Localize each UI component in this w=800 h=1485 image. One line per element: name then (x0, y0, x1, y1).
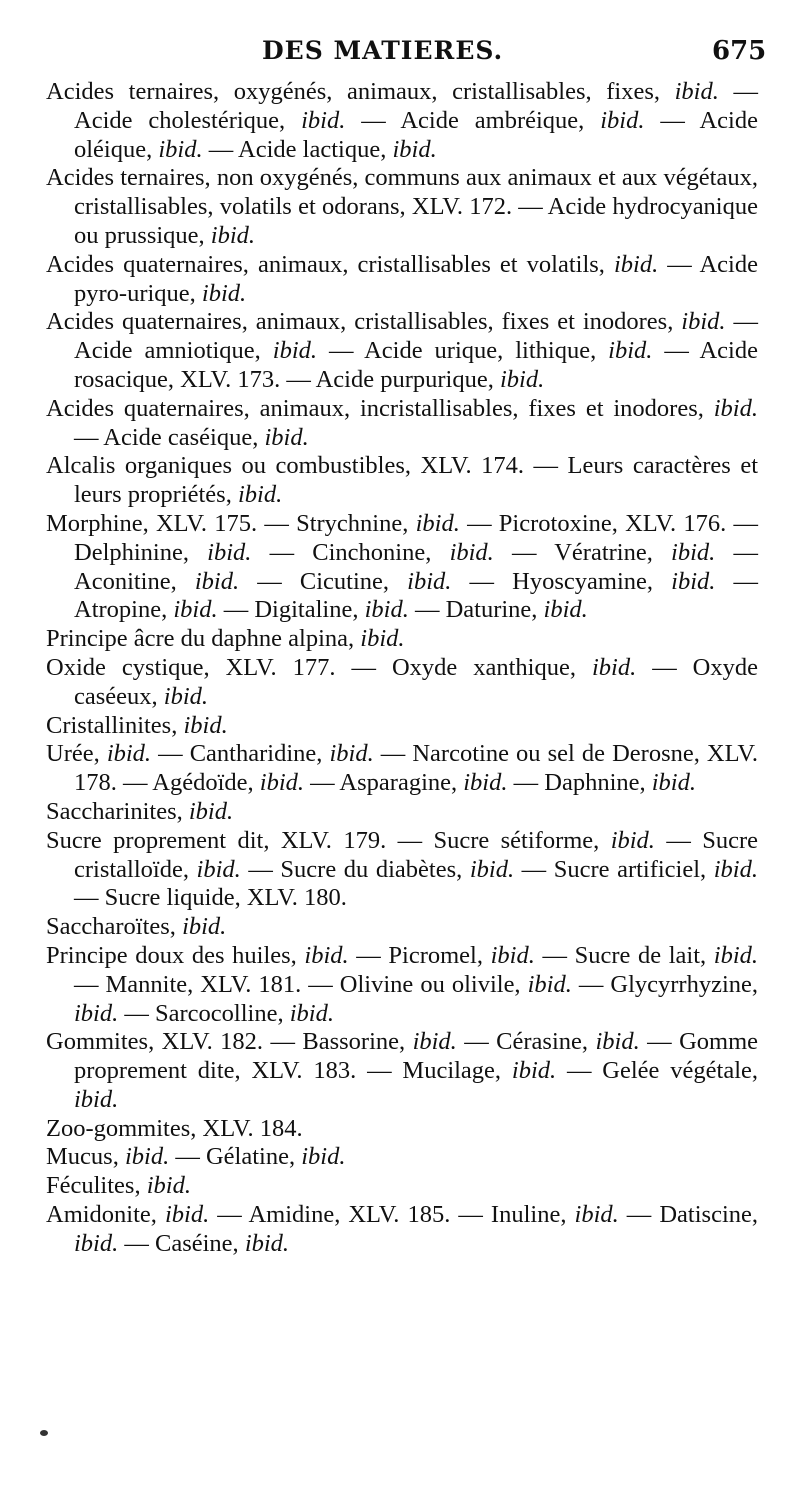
entry-reference: ibid. (196, 855, 241, 883)
entry-reference: ibid. (713, 394, 758, 422)
entry-reference: ibid. (183, 711, 228, 739)
entry-reference: ibid. (415, 509, 460, 537)
entry-text: Alcalis organiques ou combustibles, XLV. 174. — Leurs caractères et leurs propriétés, (46, 452, 758, 509)
entry-reference: ibid. (591, 653, 637, 681)
index-entry (46, 1028, 758, 1114)
entry-reference: ibid. (713, 855, 758, 883)
entry-reference: ibid. (173, 596, 218, 624)
index-entry (46, 78, 758, 164)
entry-text: — Caséine, (118, 1229, 245, 1257)
entry-reference: ibid. (463, 769, 508, 797)
entry-reference: ibid. (237, 481, 283, 509)
entry-text: Saccharinites, (46, 797, 189, 825)
entry-reference: ibid. (106, 740, 152, 768)
entry-text: Principe doux des huiles, (46, 941, 305, 969)
entry-text: Acides quaternaires, animaux, cristallisables et volatils, (46, 250, 614, 278)
entry-text: — Aconitine, (74, 538, 758, 595)
entry-text: Acides quaternaires, animaux, incristallisables, fixes et inodores, (46, 394, 714, 422)
entry-text: — Daphnine, (507, 769, 652, 797)
entry-text: Amidonite, (46, 1201, 165, 1229)
page-number: 675 (712, 36, 767, 66)
entry-reference: ibid. (74, 999, 119, 1027)
entry-text: — Acide lactique, (202, 135, 393, 163)
entry-text: Gommites, XLV. 182. — Bassorine, (46, 1028, 413, 1056)
entry-text: Mucus, (46, 1143, 125, 1171)
entry-text: — Acide amniotique, (74, 308, 758, 365)
entry-text: — Picrotoxine, XLV. 176. — Delphinine, (74, 509, 758, 566)
entry-text: — Cinchonine, (251, 538, 450, 566)
entry-text: — Oxyde caséeux, (74, 653, 758, 710)
entry-text: — Glycyrrhyzine, (571, 970, 759, 998)
entry-reference: ibid. (146, 1172, 191, 1200)
entry-text: Saccharoïtes, (46, 913, 183, 941)
index-entry (46, 1201, 758, 1259)
index-entry (46, 452, 758, 510)
entry-text: — Acide urique, lithique, (317, 337, 609, 365)
entry-text: — Datiscine, (618, 1201, 758, 1229)
entry-text: — Digitaline, (217, 596, 365, 624)
entry-text: — Gelée végétale, (556, 1057, 758, 1085)
entry-text: — Mannite, XLV. 181. — Olivine ou olivile, (74, 970, 528, 998)
entry-reference: ibid. (651, 769, 696, 797)
index-entry (46, 913, 758, 942)
entry-text: — Amidine, XLV. 185. — Inuline, (209, 1201, 575, 1229)
entry-reference: ibid. (188, 797, 234, 825)
entry-text: — Asparagine, (304, 769, 464, 797)
entry-text: Urée, (46, 740, 107, 768)
entry-reference: ibid. (574, 1201, 619, 1229)
entry-reference: ibid. (469, 855, 515, 883)
entry-reference: ibid. (671, 567, 716, 595)
entry-reference: ibid. (301, 1143, 346, 1171)
entry-reference: ibid. (329, 740, 374, 768)
entry-text: — Acide rosacique, XLV. 173. — Acide purpurique, (74, 337, 758, 393)
index-entry (46, 395, 758, 453)
entry-reference: ibid. (613, 250, 659, 278)
entry-text: — Cicutine, (239, 567, 408, 595)
entry-text: — Acide ambréique, (345, 106, 601, 134)
entry-reference: ibid. (674, 78, 719, 105)
entry-reference: ibid. (364, 596, 409, 624)
entry-text: Zoo-gommites, XLV. 184. (46, 1114, 303, 1142)
index-entry (46, 1172, 758, 1201)
index-entry (46, 625, 758, 654)
entry-reference: ibid. (490, 941, 535, 969)
entry-reference: ibid. (527, 970, 572, 998)
entry-reference: ibid. (259, 769, 305, 797)
entry-text: — Vératrine, (493, 538, 672, 566)
entry-text: — Acide oléique, (74, 106, 758, 163)
index-entry (46, 798, 758, 827)
index-entry (46, 1143, 758, 1172)
entry-reference: ibid. (124, 1143, 170, 1171)
entry-reference: ibid. (713, 941, 759, 969)
entry-reference: ibid. (608, 337, 653, 365)
index-entry (46, 251, 758, 309)
entry-text: — Sucre liquide, XLV. 180. (74, 884, 347, 912)
entry-text: — Sucre artificiel, (514, 855, 714, 883)
entry-reference: ibid. (201, 279, 247, 307)
entry-text: — Acide cholestérique, (74, 78, 758, 134)
entry-text: — Cérasine, (456, 1028, 596, 1056)
entry-text: — Sucre cristalloïde, (74, 826, 758, 883)
entry-text: — Acide caséique, (74, 423, 265, 451)
entry-reference: ibid. (158, 135, 203, 163)
entry-text: — Acide pyro-urique, (74, 250, 758, 307)
entry-reference: ibid. (681, 308, 726, 336)
index-entry (46, 510, 758, 625)
entry-reference: ibid. (244, 1229, 290, 1257)
entry-text: — Gélatine, (169, 1143, 302, 1171)
entry-text: — Sucre du diabètes, (240, 855, 470, 883)
page-header (0, 34, 800, 74)
entry-text: Sucre proprement dit, XLV. 179. — Sucre sétiforme, (46, 826, 611, 854)
entry-reference: ibid. (600, 106, 645, 134)
entry-text: — Sarcocolline, (118, 999, 290, 1027)
entry-reference: ibid. (499, 365, 545, 393)
entry-text: Acides ternaires, non oxygénés, communs aux animaux et aux végétaux, cristallisables, volatils et odorans, XLV. 172. — Acide hydrocyanique ou prussique, (46, 164, 758, 249)
ink-speck (40, 1430, 48, 1436)
entry-reference: ibid. (301, 106, 346, 134)
entry-reference: ibid. (207, 538, 252, 566)
entry-reference: ibid. (511, 1057, 557, 1085)
entry-reference: ibid. (392, 135, 437, 163)
entry-text: — Picromel, (348, 941, 491, 969)
index-entries (46, 78, 758, 1259)
index-entry (46, 827, 758, 913)
index-entry (46, 1115, 758, 1144)
entry-reference: ibid. (289, 999, 334, 1027)
running-title: DES MATIERES. (262, 36, 504, 65)
index-entry (46, 308, 758, 394)
entry-reference: ibid. (74, 1229, 119, 1257)
entry-text: Acides ternaires, oxygénés, animaux, cristallisables, fixes, (46, 78, 675, 105)
entry-text: — Hyoscyamine, (451, 567, 672, 595)
entry-text: Féculites, (46, 1172, 147, 1200)
index-entry (46, 164, 758, 250)
entry-reference: ibid. (595, 1028, 640, 1056)
entry-text: — Sucre de lait, (534, 941, 714, 969)
entry-reference: ibid. (272, 337, 318, 365)
entry-text: Acides quaternaires, animaux, cristallisables, fixes et inodores, (46, 308, 682, 336)
entry-text: — Gomme proprement dite, XLV. 183. — Mucilage, (74, 1028, 758, 1085)
entry-reference: ibid. (194, 567, 240, 595)
entry-reference: ibid. (164, 1201, 210, 1229)
entry-text: — Atropine, (74, 567, 759, 624)
entry-reference: ibid. (610, 826, 655, 854)
entry-reference: ibid. (407, 567, 452, 595)
entry-text: — Cantharidine, (151, 740, 330, 768)
entry-reference: ibid. (210, 221, 256, 249)
entry-reference: ibid. (412, 1028, 457, 1056)
index-entry (46, 712, 758, 741)
entry-text: — Daturine, (408, 596, 544, 624)
entry-reference: ibid. (543, 596, 588, 624)
entry-reference: ibid. (304, 941, 349, 969)
entry-reference: ibid. (74, 1085, 119, 1113)
entry-text: Cristallinites, (46, 711, 184, 739)
entry-reference: ibid. (671, 538, 716, 566)
index-entry (46, 942, 758, 1028)
entry-reference: ibid. (182, 913, 227, 941)
entry-reference: ibid. (264, 423, 309, 451)
entry-text: Oxide cystique, XLV. 177. — Oxyde xanthique, (46, 653, 592, 681)
entry-text: Principe âcre du daphne alpina, (46, 625, 361, 653)
index-entry (46, 654, 758, 712)
entry-reference: ibid. (163, 682, 209, 710)
entry-reference: ibid. (360, 625, 405, 653)
entry-text: — Narcotine ou sel de Derosne, XLV. 178. — Agédoïde, (74, 740, 759, 797)
entry-reference: ibid. (449, 538, 494, 566)
index-entry (46, 740, 758, 798)
entry-text: Morphine, XLV. 175. — Strychnine, (46, 509, 416, 537)
